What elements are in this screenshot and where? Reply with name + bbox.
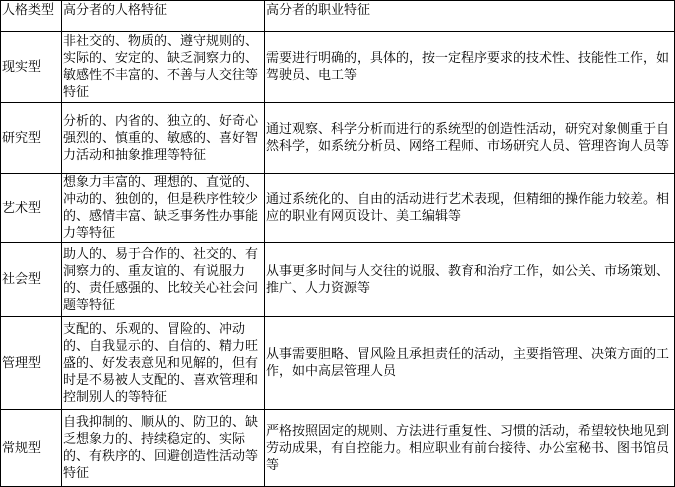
careers-cell: 从事更多时间与人交往的说服、教育和治疗工作，如公关、市场策划、推广、人力资源等 (265, 243, 675, 317)
careers-cell: 需要进行明确的，具体的，按一定程序要求的技术性、技能性工作，如驾驶员、电工等 (265, 32, 675, 103)
type-cell: 现实型 (1, 32, 62, 103)
table-row (1, 243, 675, 317)
type-cell: 社会型 (1, 243, 62, 317)
table-row (1, 32, 675, 103)
traits-cell: 想象力丰富的、理想的、直觉的、冲动的、独创的，但是秩序性较少的、感情丰富、缺乏事务性办事能力等特征 (62, 174, 265, 243)
careers-cell: 从事需要胆略、冒风险且承担责任的活动，主要指管理、决策方面的工作，如中高层管理人员 (265, 317, 675, 410)
table-row (1, 103, 675, 174)
header-cell-traits: 高分者的人格特征 (62, 1, 265, 32)
careers-cell: 通过系统化的、自由的活动进行艺术表现，但精细的操作能力较差。相应的职业有网页设计、美工编辑等 (265, 174, 675, 243)
table-row (1, 317, 675, 410)
careers-cell: 严格按照固定的规则、方法进行重复性、习惯的活动，希望较快地见到劳动成果，有自控能力。相应职业有前台接待、办公室秘书、图书馆员等 (265, 410, 675, 487)
type-cell: 研究型 (1, 103, 62, 174)
traits-cell: 自我抑制的、顺从的、防卫的、缺乏想象力的、持续稳定的、实际的、有秩序的、回避创造性活动等特征 (62, 410, 265, 487)
header-cell-careers: 高分者的职业特征 (265, 1, 675, 32)
type-cell: 艺术型 (1, 174, 62, 243)
header-cell-type: 人格类型 (1, 1, 62, 32)
table-row (1, 174, 675, 243)
table-header-row (1, 1, 675, 32)
traits-cell: 助人的、易于合作的、社交的、有洞察力的、重友谊的、有说服力的、责任感强的、比较关心社会问题等特征 (62, 243, 265, 317)
traits-cell: 分析的、内省的、独立的、好奇心强烈的、慎重的、敏感的、喜好智力活动和抽象推理等特征 (62, 103, 265, 174)
traits-cell: 支配的、乐观的、冒险的、冲动的、自我显示的、自信的、精力旺盛的、好发表意见和见解的，但有时是不易被人支配的、喜欢管理和控制别人的等特征 (62, 317, 265, 410)
careers-cell: 通过观察、科学分析而进行的系统型的创造性活动，研究对象侧重于自然科学，如系统分析员、网络工程师、市场研究人员、管理咨询人员等 (265, 103, 675, 174)
type-cell: 常规型 (1, 410, 62, 487)
type-cell: 管理型 (1, 317, 62, 410)
table-row (1, 410, 675, 487)
traits-cell: 非社交的、物质的、遵守规则的、实际的、安定的、缺乏洞察力的、敏感性不丰富的、不善与人交往等特征 (62, 32, 265, 103)
